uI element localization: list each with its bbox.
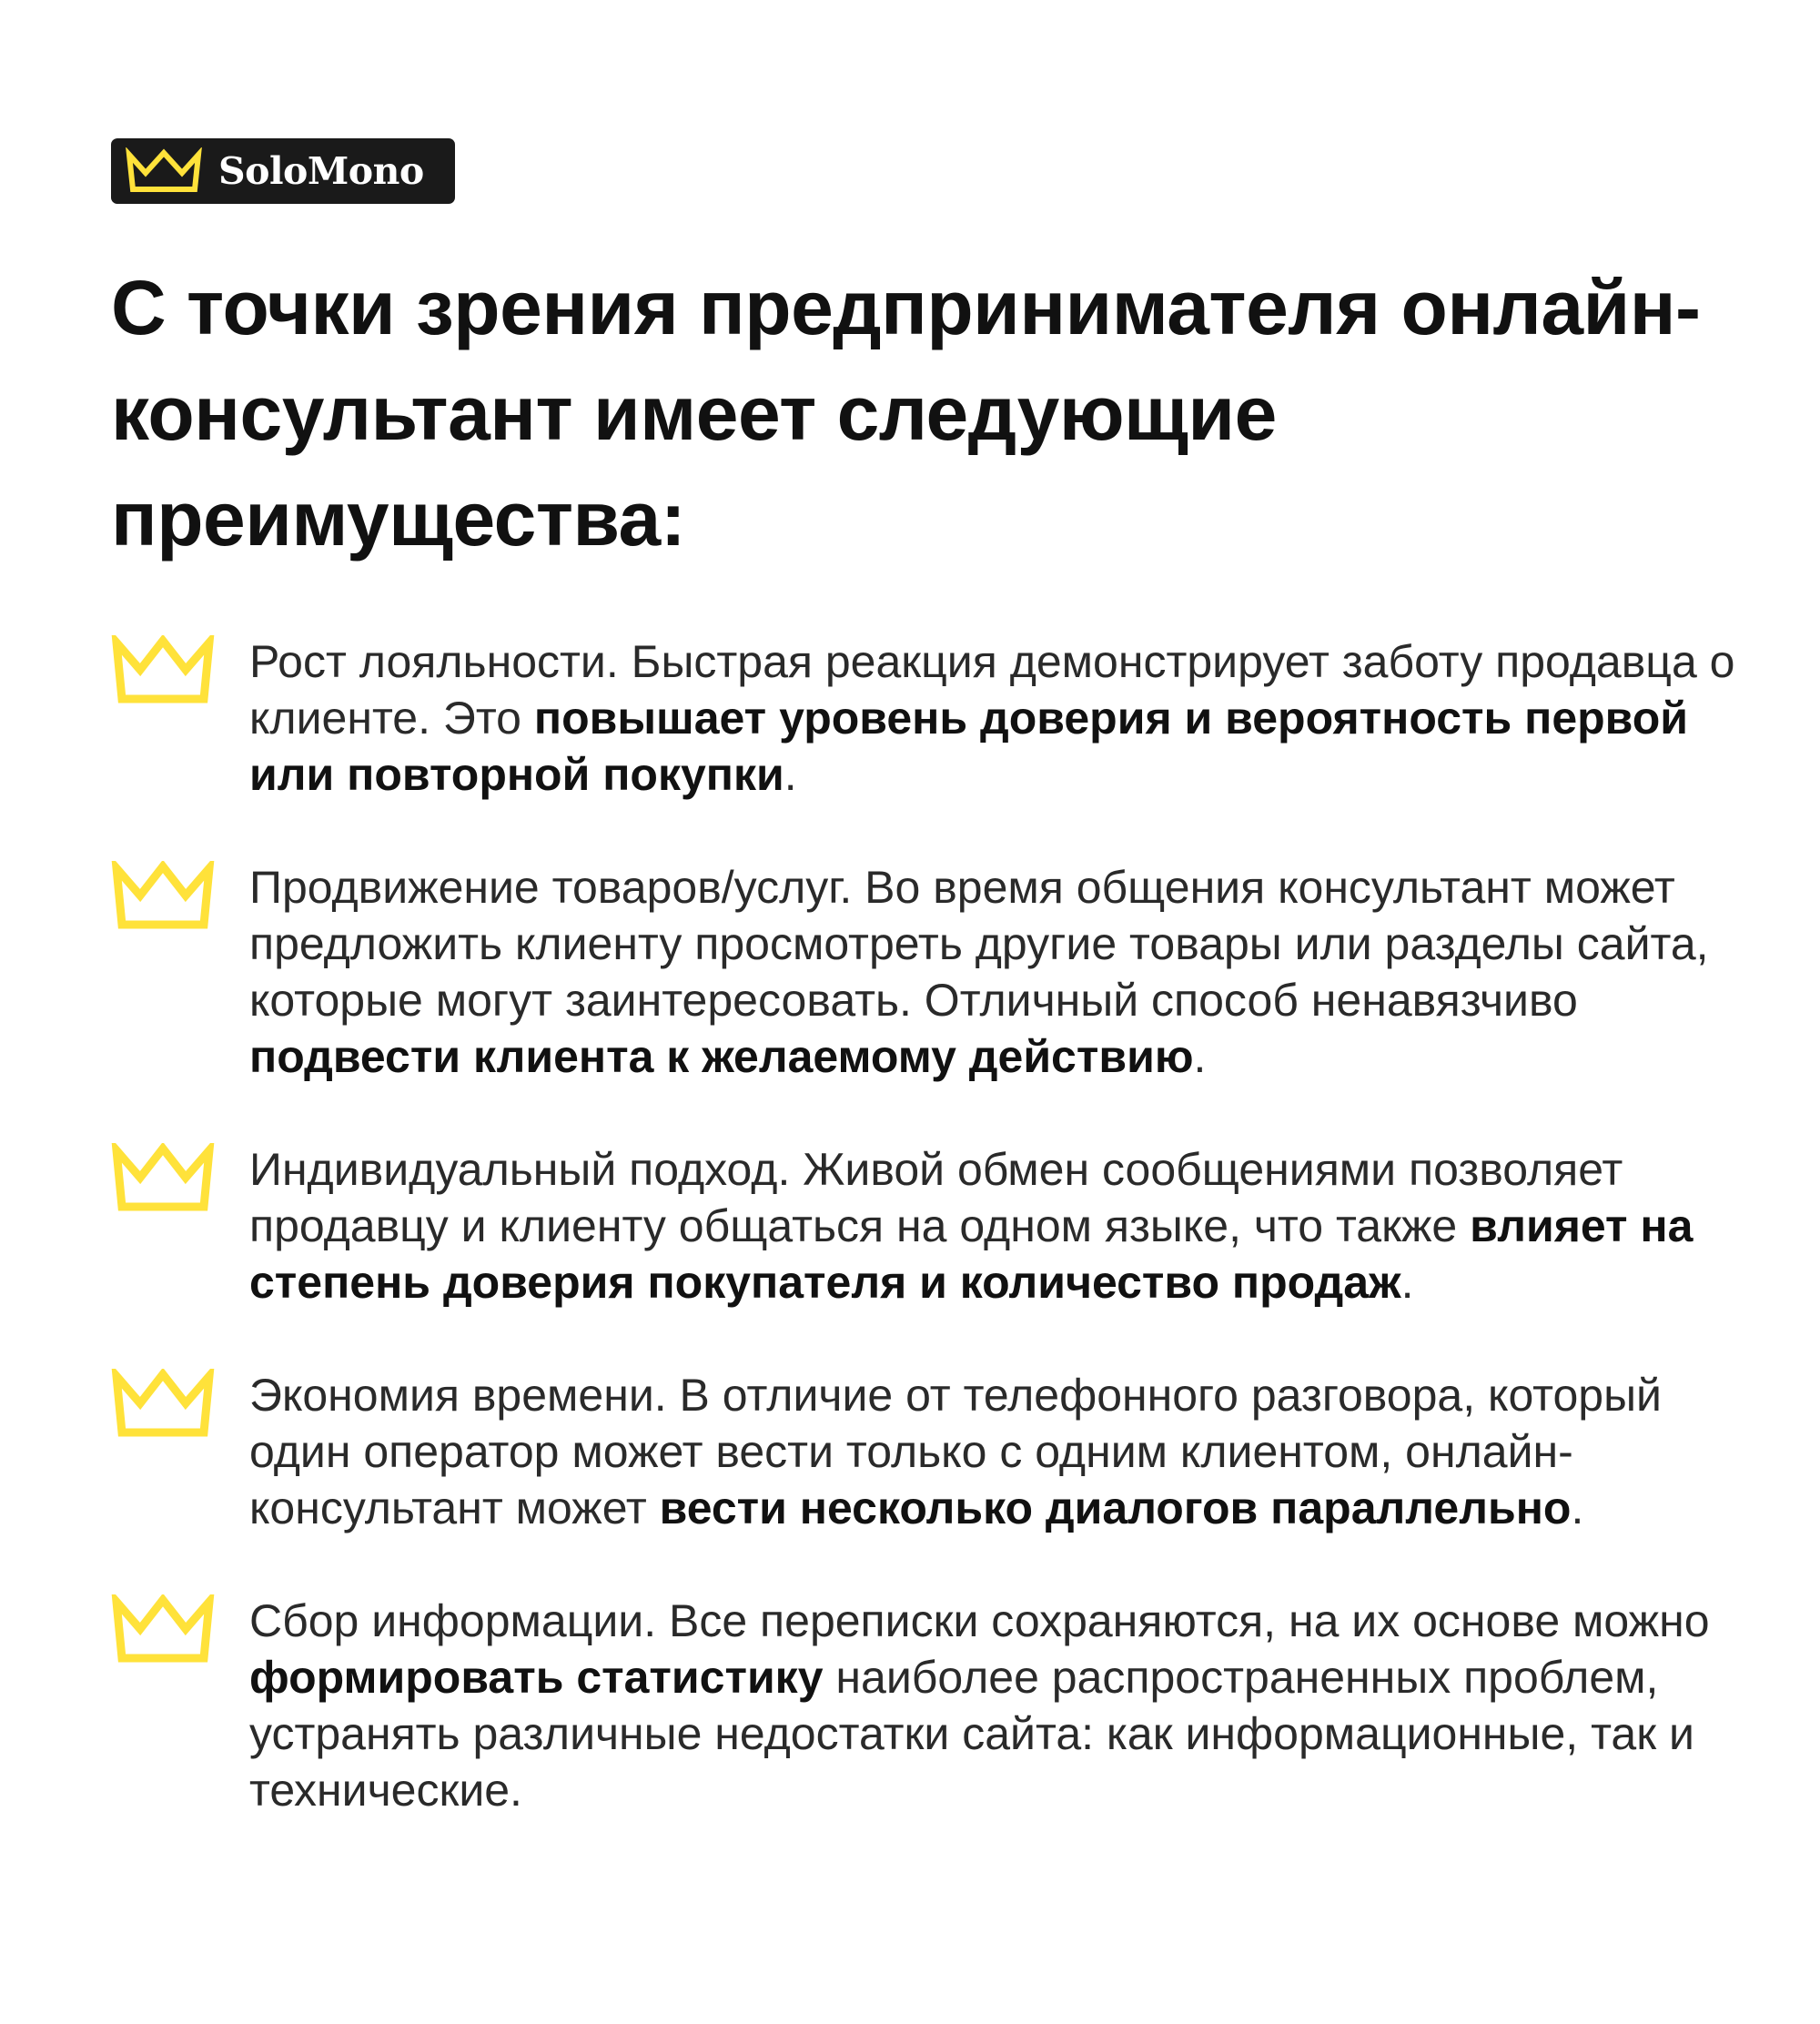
item-tail-text: наиболее распространенных проблем, устранять различные недостатки сайта: как информационные, так и технические.	[249, 1652, 1694, 1816]
item-lead-text: Индивидуальный подход. Живой обмен сообщениями позволяет продавцу и клиенту общаться на одном языке, что также	[249, 1144, 1623, 1251]
list-item	[111, 1141, 1749, 1311]
item-tail-text: .	[784, 749, 797, 800]
item-lead-text: Продвижение товаров/услуг. Во время общения консультант может предложить клиенту просмотреть другие товары или разделы сайта, которые могут заинтересовать. Отличный способ ненавязчиво	[249, 862, 1709, 1026]
item-bold-text: формировать статистику	[249, 1652, 824, 1703]
list-item-text	[249, 1367, 1749, 1536]
list-item	[111, 859, 1749, 1085]
benefits-list	[111, 633, 1749, 1875]
list-item	[111, 1367, 1749, 1536]
brand-logo	[111, 138, 455, 204]
brand-name: SoloMono	[218, 149, 424, 193]
item-tail-text: .	[1193, 1031, 1207, 1082]
item-bold-text: подвести клиента к желаемому действию	[249, 1031, 1194, 1082]
item-lead-text: Сбор информации. Все переписки сохраняются, на их основе можно	[249, 1595, 1710, 1646]
item-tail-text: .	[1400, 1257, 1414, 1308]
crown-icon	[111, 1143, 215, 1212]
list-item	[111, 633, 1749, 803]
item-lead-text: Экономия времени. В отличие от телефонного разговора, который один оператор может вести только с одним клиентом, онлайн-консультант может	[249, 1370, 1662, 1533]
list-item-text	[249, 633, 1749, 803]
crown-icon	[111, 1369, 215, 1438]
page-title: С точки зрения предпринимателя онлайн-консультант имеет следующие преимущества:	[111, 265, 1701, 562]
crown-icon	[124, 147, 204, 195]
item-tail-text: .	[1571, 1483, 1584, 1533]
crown-icon	[111, 635, 215, 704]
item-bold-text: повышает уровень доверия и вероятность первой или повторной покупки	[249, 693, 1689, 800]
item-bold-text: вести несколько диалогов параллельно	[659, 1483, 1572, 1533]
crown-icon	[111, 861, 215, 930]
item-lead-text: Рост лояльности. Быстрая реакция демонстрирует заботу продавца о клиенте. Это	[249, 636, 1735, 744]
list-item-text	[249, 1593, 1749, 1818]
crown-icon	[111, 1594, 215, 1664]
list-item-text	[249, 859, 1749, 1085]
list-item	[111, 1593, 1749, 1818]
list-item-text	[249, 1141, 1749, 1311]
item-bold-text: влияет на степень доверия покупателя и количество продаж	[249, 1200, 1694, 1308]
